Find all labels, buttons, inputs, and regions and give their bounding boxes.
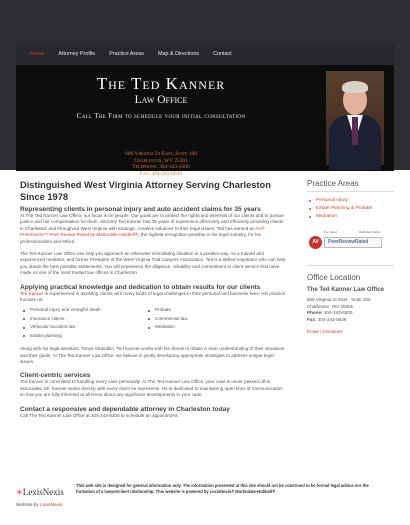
practice-focus-list	[20, 306, 270, 340]
sidebar	[307, 179, 394, 334]
footer-disclaimer: This web site is designed for general information only. The information presented at this site should not be construed to be formal legal advice nor the formation of a lawyer/client relationship. This website is powered by LexisNexis® Martindale-Hubbell®	[76, 483, 369, 494]
practice-intro-paragraph: Ted Kanner is experienced in assisting clients with many kinds of legal challenges in their personal and business lives. His practice focuses on:	[20, 290, 286, 303]
nav-contact[interactable]: Contact	[213, 51, 232, 57]
av-rating-badge[interactable]	[307, 231, 381, 253]
banner-address-line2: Charleston, WV 25301	[134, 157, 188, 164]
ted-kanner-link[interactable]: Ted Kanner	[20, 290, 44, 296]
sidebar-office-details	[307, 297, 394, 323]
peer-review-rated-label: PeerReviewRated	[324, 237, 382, 248]
practice-focus-item[interactable]: Estate planning	[20, 332, 145, 340]
banner-fax: Fax: 304-343-0639	[139, 170, 183, 177]
badge-top-left: Peer Rated	[324, 231, 337, 234]
banner-telephone: Telephone: 304-343-6300	[132, 164, 190, 170]
firm-subtitle: Law Office	[134, 94, 188, 106]
banner-address	[16, 151, 306, 177]
sidebar-practice-item[interactable]: Estate Planning & Probate	[307, 205, 394, 213]
badge-top-right: Martindale-Hubbell	[359, 231, 380, 234]
website-by: Website by LexisNexis	[16, 502, 63, 507]
banner-address-line1: 606 Virginia St East, Suite 100	[125, 151, 197, 157]
contact-paragraph: Call The Ted Kanner Law Office at 304-343-6300 to schedule an appointment.	[20, 412, 179, 418]
firm-title: The Ted Kanner	[96, 74, 226, 93]
nav-map-directions[interactable]: Map & Directions	[158, 51, 200, 57]
link-separator: |	[319, 329, 321, 335]
sidebar-address-line2: Charleston, WV 25301	[307, 303, 354, 309]
client-centric-paragraph: Ted Kanner is committed to handling every case personally. At The Ted Kanner Law Office, your case is never passed off to associates. Mr. Kanner works directly with every client he represents. He is dedicated to maintaining open lines of communication so that you are fully informed at all times about any significant developments in your case.	[20, 379, 283, 398]
section-heading-client-centric: Client-centric services	[20, 372, 91, 380]
peer-review-link[interactable]: AV® Preeminent™ Peer Review Rated by Martindale-Hubbell®	[20, 225, 265, 238]
sidebar-practice-heading: Practice Areas	[307, 179, 359, 188]
page-container	[16, 43, 394, 418]
practice-focus-item: Insurance claims	[20, 315, 145, 323]
lexisnexis-logo[interactable]: ✳LexisNexis	[16, 487, 64, 497]
sidebar-practice-item[interactable]: Personal Injury	[307, 197, 394, 205]
practice-focus-item[interactable]: Probate	[145, 306, 270, 314]
sidebar-fax: Fax: 304-343-0639	[307, 316, 347, 322]
sidebar-office-name: The Ted Kanner Law Office	[307, 287, 384, 293]
hero-banner	[16, 65, 394, 177]
sidebar-practice-list	[307, 197, 394, 221]
sidebar-links	[307, 329, 394, 334]
nav-practice-areas[interactable]: Practice Areas	[109, 51, 145, 57]
nav-home[interactable]: Home	[30, 51, 45, 57]
attorney-photo	[326, 71, 384, 165]
section-heading-applying: Applying practical knowledge and dedication to obtain results for our clients	[20, 283, 261, 291]
divider	[307, 265, 394, 266]
banner-tagline: Call The Firm to schedule your initial consultation	[76, 112, 246, 120]
practice-focus-item: Commercial law	[145, 315, 270, 323]
main-column	[20, 179, 288, 419]
page-title: Distinguished West Virginia Attorney Serving Charleston Since 1978	[20, 180, 271, 202]
email-link[interactable]: Email	[307, 329, 319, 335]
directions-link[interactable]: Directions	[322, 329, 343, 335]
practice-focus-item[interactable]: Personal injury and wrongful death	[20, 306, 145, 314]
sidebar-phone: Phone: 304-343-6300	[307, 310, 353, 316]
footer	[16, 482, 394, 525]
legal-assistant-paragraph: Along with his legal assistant, Tonya Shamblin, Ted Kanner works with his clients to obtain a clear understanding of their situations and their goals. At The Ted Kanner Law Office, we believe in jointly developing appropriate strategies to address unique legal issues.	[20, 346, 285, 364]
sidebar-address-line1: 606 Virginia St East , Suite 100	[307, 297, 371, 302]
intro-paragraph: At The Ted Kanner Law Office, our focus is on people. Our goals are to protect the rights and interests of our clients and to pursue justice and fair compensation for them. Attorney Ted Kanner has 35 years of experience effectively and efficiently providing clients in Charleston and throughout West Virginia with strategic, creative solutions to their legal issues. Ted has earned an AV® Preeminent™ Peer Review Rated by Martindale-Hubbell®, the highest recognition possible in the legal industry, for his professionalism and ethics.	[20, 213, 284, 244]
divider	[307, 191, 394, 192]
practice-focus-item: Mediation	[145, 323, 270, 331]
main-navigation	[16, 43, 394, 65]
sidebar-office-heading: Office Location	[307, 273, 361, 282]
sidebar-practice-item[interactable]: Mediation	[307, 213, 394, 221]
lexisnexis-link[interactable]: LexisNexis	[39, 502, 63, 507]
practice-focus-item: Vehicular accident law	[20, 323, 145, 331]
av-logo-icon: AV	[309, 236, 322, 249]
lexisnexis-star-icon: ✳	[16, 488, 23, 497]
section-heading-contact: Contact a responsive and dependable attorney in Charleston today	[20, 405, 230, 413]
mediator-paragraph: The Ted Kanner Law Office can help you approach an otherwise intimidating situation in a positive way. As a trained and experienced mediator, and former President of the West Virginia Trial Lawyers Association, Ted is a skilled negotiator who can help you obtain the best possible settlements. You will experience the diligence, reliability and commitment to client service that have made us one of the most trusted law offices in Charleston.	[20, 251, 286, 276]
section-heading-representing: Representing clients in personal injury and auto accident claims for 35 years	[20, 206, 261, 213]
nav-attorney-profile[interactable]: Attorney Profile	[58, 51, 96, 57]
